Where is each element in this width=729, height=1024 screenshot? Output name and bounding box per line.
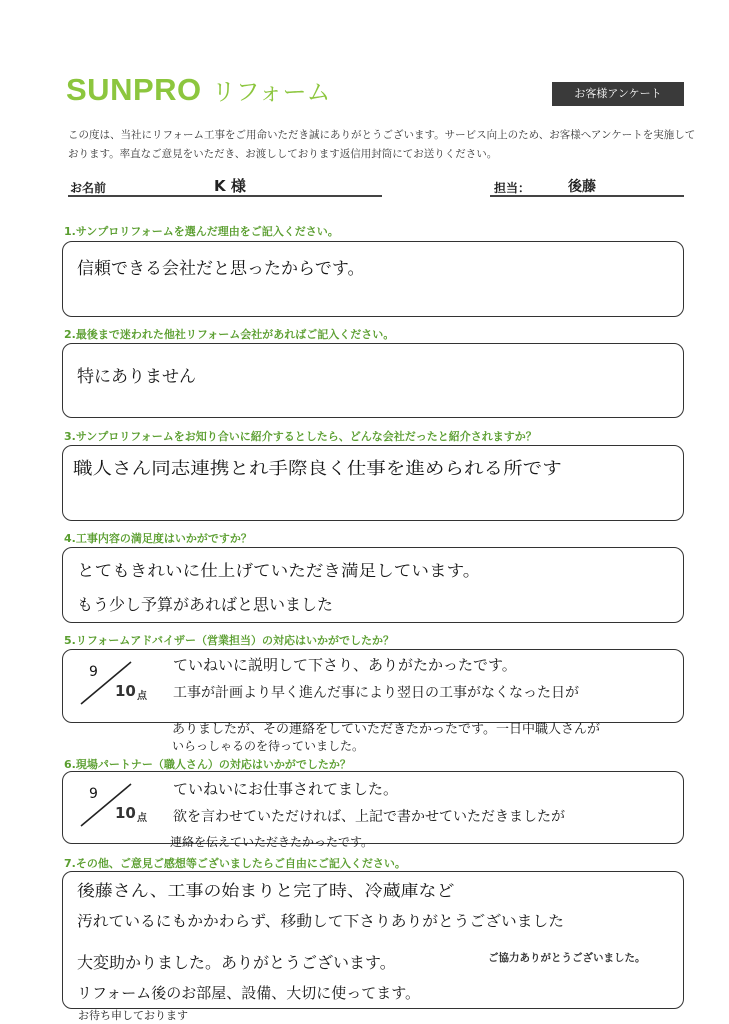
answer-2-line-1: 特にありません [77,367,196,387]
score-unit-6: 点 [137,813,147,824]
score-value-6: 9 [89,786,98,802]
answer-6-line-2: 欲を言わせていただければ、上記で書かせていただきましたが [173,809,565,825]
customer-name-field [68,173,382,197]
score-area-6 [67,776,167,840]
question-6-title: 6.現場パートナー（職人さん）の対応はいかがでしたか？ [64,758,351,771]
answer-box-5 [62,649,684,723]
thanks-text: ご協力ありがとうございました。 [488,952,646,964]
answer-box-1 [62,241,684,317]
score-max-5: 10 [115,682,136,700]
question-1-title: 1.サンプロリフォームを選んだ理由をご記入ください。 [64,225,339,238]
staff-field [490,173,684,197]
survey-badge: お客様アンケート [552,82,684,106]
question-3-title: 3.サンプロリフォームをお知り合いに紹介するとしたら、どんな会社だったと紹介されますか？ [64,430,537,443]
answer-3-line-1: 職人さん同志連携とれ手際良く仕事を進められる所です [73,459,562,479]
question-4-title: 4.工事内容の満足度はいかがですか？ [64,532,252,545]
name-label: お名前 [70,181,107,195]
answer-7-line-3: 大変助かりました。ありがとうございます。 [77,953,396,972]
question-7-title: 7.その他、ご意見ご感想等ございましたらご自由にご記入ください。 [64,857,406,870]
answer-box-7 [62,871,684,1009]
answer-1-line-1: 信頼できる会社だと思ったからです。 [77,259,365,279]
intro-text: この度は、当社にリフォーム工事をご用命いただき誠にありがとうございます。サービス向上のため、お客様へアンケートを実施しております。率直なご意見をいただき、お渡ししております返信用封筒にてお送りください。 [68,129,696,160]
logo-brand: SUNPRO [66,72,202,107]
score-unit-5: 点 [137,691,147,702]
logo-subtitle: リフォーム [211,78,331,106]
answer-4-line-1: とてもきれいに仕上げていただき満足しています。 [77,561,481,580]
answer-box-3 [62,445,684,521]
answer-6-line-1: ていねいにお仕事されてました。 [173,780,399,798]
answer-5-line-4: いらっしゃるのを待っていました。 [172,739,365,753]
answer-5-line-1: ていねいに説明して下さり、ありがたかったです。 [173,656,517,674]
answer-box-4 [62,547,684,623]
name-value: K 様 [214,177,246,195]
answer-7-line-4: リフォーム後のお部屋、設備、大切に使ってます。 [77,984,421,1002]
staff-label: 担当： [494,181,531,195]
answer-5-line-3: ありましたが、その連絡をしていただきたかったです。一日中職人さんが [172,722,600,737]
answer-box-2 [62,343,684,418]
answer-7-line-1: 後藤さん、工事の始まりと完了時、冷蔵庫など [77,881,455,900]
score-area-5 [67,654,167,718]
staff-value: 後藤 [568,179,596,195]
answer-7-line-2: 汚れているにもかかわらず、移動して下さりありがとうございました [77,912,565,930]
question-5-title: 5.リフォームアドバイザー（営業担当）の対応はいかがでしたか？ [64,634,395,647]
answer-4-line-2: もう少し予算があればと思いました [77,595,334,614]
logo [66,72,330,108]
score-value-5: 9 [89,664,98,680]
answer-7-line-5: お待ち申しております [78,1009,188,1022]
answer-6-line-3: 連絡を伝えていただきたかったです。 [170,835,374,849]
answer-5-line-2: 工事が計画より早く進んだ事により翌日の工事がなくなった日が [173,685,579,701]
score-max-6: 10 [115,804,136,822]
question-2-title: 2.最後まで迷われた他社リフォーム会社があればご記入ください。 [64,328,395,341]
